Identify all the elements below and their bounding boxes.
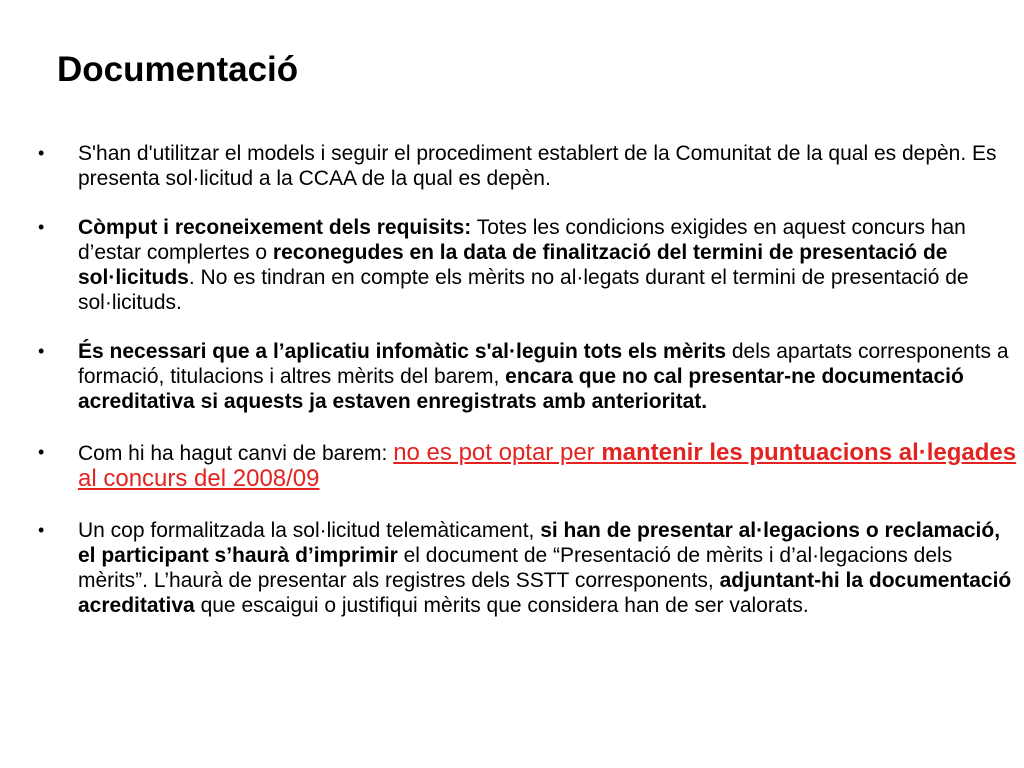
bullet-text: Totes les condicions exigides en aquest concurs han d’estar complertes o: [78, 216, 966, 264]
bullet-bold-text: És necessari que a l’aplicatiu infomàtic s'al·leguin tots els mèrits: [78, 340, 727, 363]
highlight-red-text: no es pot optar per: [393, 439, 602, 466]
bullet-text: Com hi ha hagut canvi de barem:: [78, 442, 394, 465]
bullet-list: [38, 141, 1018, 618]
bullet-bold-text: Còmput i reconeixement dels requisits:: [78, 216, 472, 239]
bullet-text: . No es tindran en compte els mèrits no al·legats durant el termini de presentació de sol·licituds.: [78, 266, 969, 314]
bullet-item: [38, 339, 1018, 414]
bullet-text: S'han d'utilitzar el models i seguir el procediment establert de la Comunitat de la qual es depèn. Es presenta sol·licitud a la CCAA de la qual es depèn.: [78, 142, 997, 190]
bullet-text: que escaigui o justifiqui mèrits que considera han de ser valorats.: [194, 594, 809, 617]
bullet-item: [38, 518, 1018, 618]
highlight-red-bold-text: mantenir les puntuacions al·legades: [601, 439, 1017, 466]
bullet-bold-text: encara que no cal presentar-ne documentació acreditativa si aquests ja estaven enregistrats amb anterioritat.: [78, 365, 964, 413]
bullet-item: [38, 141, 1018, 191]
page-title: Documentació: [57, 50, 299, 89]
bullet-bold-text: adjuntant-hi la documentació acreditativa: [78, 569, 1012, 617]
bullet-text: el document de “Presentació de mèrits i d’al·legacions dels mèrits”. L’haurà de presentar als registres dels SSTT corresponents,: [78, 544, 953, 592]
bullet-bold-text: si han de presentar al·legacions o reclamació, el participant s’haurà d’imprimir: [78, 519, 1001, 567]
bullet-item: [38, 440, 1018, 492]
highlight-red-text: al concurs del 2008/09: [78, 465, 320, 492]
bullet-bold-text: reconegudes en la data de finalització del termini de presentació de sol·licituds: [78, 241, 948, 289]
bullet-text: Un cop formalitzada la sol·licitud telemàticament,: [78, 519, 541, 542]
bullet-item: [38, 215, 1018, 315]
bullet-text: dels apartats corresponents a formació, titulacions i altres mèrits del barem,: [78, 340, 1009, 388]
